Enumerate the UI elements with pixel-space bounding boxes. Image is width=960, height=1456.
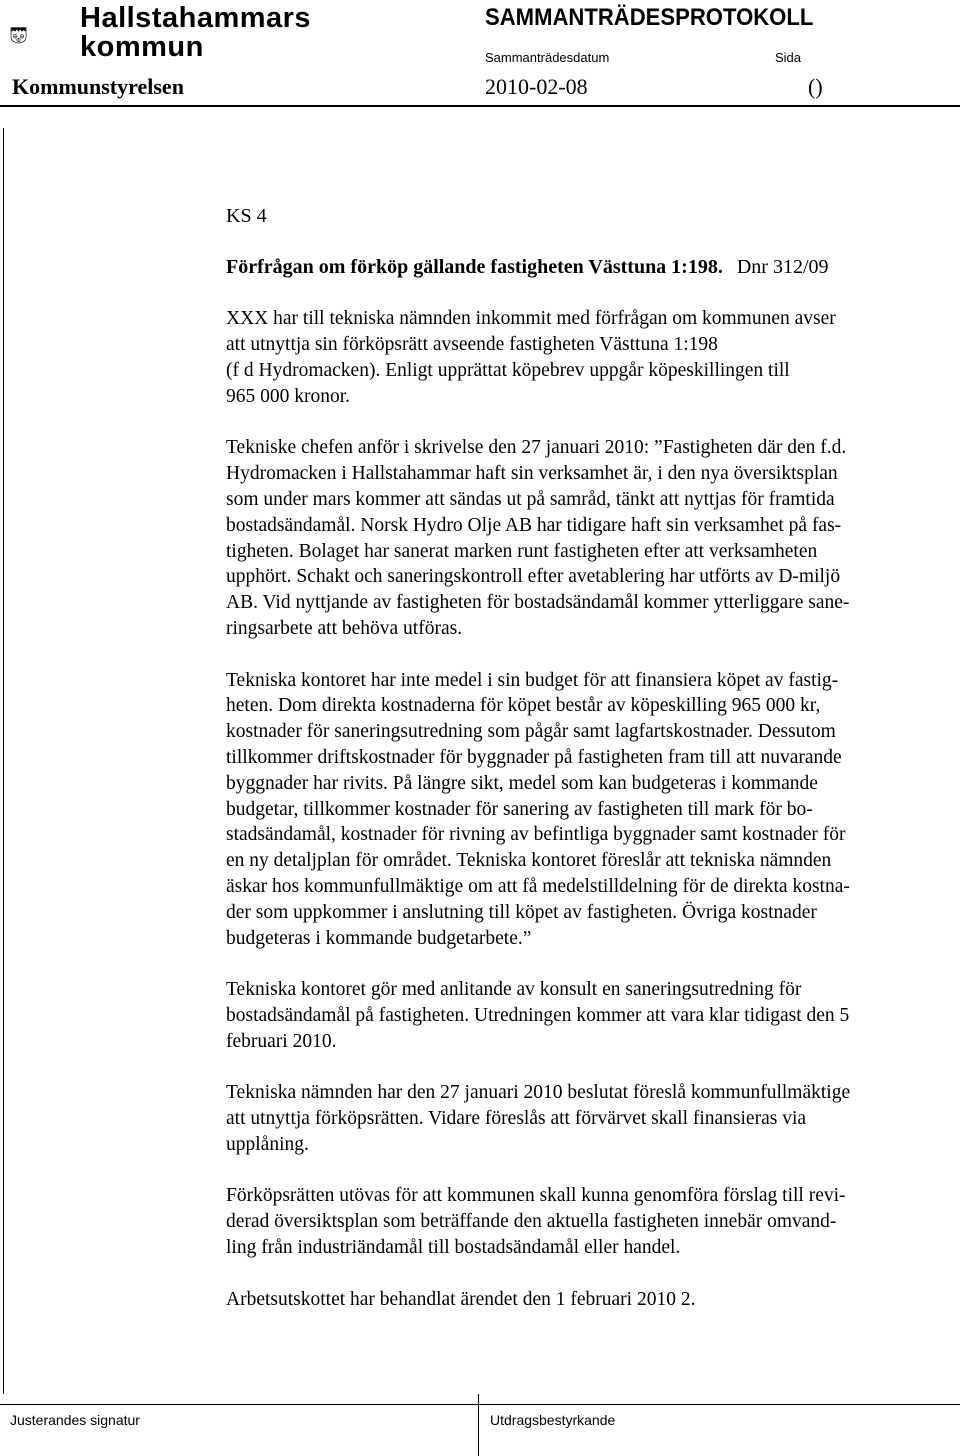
committee-name: Kommunstyrelsen [12, 74, 184, 99]
paragraph [226, 1287, 956, 1313]
text-line: AB. Vid nyttjande av fastigheten för bostadsändamål kommer ytterliggare sane- [226, 592, 850, 614]
text-line: byggnader har rivits. På längre sikt, medel som kan budgeteras i kommande [226, 772, 818, 794]
paragraph [226, 435, 956, 641]
text-line: ringsarbete att behöva utföras. [226, 617, 463, 639]
paragraph [226, 668, 956, 952]
text-line: som under mars kommer att sändas ut på samråd, tänkt att nyttjas för framtida [226, 488, 835, 510]
paragraph [226, 1080, 956, 1157]
text-line: äskar hos kommunfullmäktige om att få medelstilldelning för de direkta kostna- [226, 875, 850, 897]
text-line: Tekniska nämnden har den 27 januari 2010 beslutat föreslå kommunfullmäktige [226, 1082, 851, 1104]
text-line: Arbetsutskottet har behandlat ärendet den 1 februari 2010 2. [226, 1288, 696, 1310]
certification-label: Utdragsbestyrkande [490, 1412, 616, 1428]
case-paragraphs [226, 306, 956, 1312]
text-line: heten. Dom direkta kostnaderna för köpet består av köpeskilling 965 000 kr, [226, 695, 821, 717]
text-line: tillkommer driftskostnader för byggnader på fastigheten fram till att nuvarande [226, 746, 842, 768]
text-line: upplåning. [226, 1133, 309, 1155]
text-line: 965 000 kronor. [226, 385, 351, 407]
text-line: derad översiktsplan som beträffande den aktuella fastigheten innebär omvand- [226, 1211, 837, 1233]
case-title: Förfrågan om förköp gällande fastigheten Västtuna 1:198. [226, 255, 723, 278]
left-margin-rule [3, 128, 4, 1394]
text-line: bostadsändamål på fastigheten. Utredningen kommer att vara klar tidigast den 5 [226, 1004, 850, 1026]
text-line: budgeteras i kommande budgetarbete.” [226, 927, 532, 949]
page-label: Sida [775, 50, 802, 65]
logo-text-line-1: Hallstahammars [80, 2, 312, 34]
text-line: upphört. Schakt och saneringskontroll efter avetablering har utförts av D-miljö [226, 566, 841, 588]
text-line: Tekniske chefen anför i skrivelse den 27 januari 2010: ”Fastigheten där den f.d. [226, 437, 847, 459]
text-line: tigheten. Bolaget har sanerat marken runt fastigheten efter att verksamheten [226, 540, 818, 562]
case-number: KS 4 [226, 205, 267, 227]
text-line: XXX har till tekniska nämnden inkommit med förfrågan om kommunen avser [226, 308, 836, 330]
paragraph [226, 1183, 956, 1260]
coat-of-arms-icon [10, 2, 80, 68]
meeting-date-label: Sammanträdesdatum [485, 50, 610, 65]
paragraph [226, 977, 956, 1054]
logo-text-line-2: kommun [80, 31, 204, 63]
text-line: budgetar, tillkommer kostnader för sanering av fastigheten till mark för bo- [226, 798, 813, 820]
meeting-date: 2010-02-08 [485, 74, 588, 99]
text-line: Förköpsrätten utövas för att kommunen skall kunna genomföra förslag till revi- [226, 1185, 846, 1207]
document-type-title: SAMMANTRÄDESPROTOKOLL [485, 4, 814, 31]
paragraph [226, 306, 956, 409]
case-heading [226, 255, 956, 281]
protocol-body [226, 204, 956, 1312]
case-reference: Dnr 312/09 [736, 255, 829, 278]
text-line: att utnyttja sin förköpsrätt avseende fastigheten Västtuna 1:198 [226, 334, 718, 356]
text-line: der som uppkommer i anslutning till köpet av fastigheten. Övriga kostnader [226, 901, 817, 923]
signature-label: Justerandes signatur [10, 1412, 140, 1428]
text-line: kostnader för saneringsutredning som pågår samt lagfartskostnader. Dessutom [226, 721, 836, 743]
text-line: februari 2010. [226, 1030, 337, 1052]
page-number: () [808, 74, 823, 99]
text-line: att utnyttja förköpsrätten. Vidare föreslås att förvärvet skall finansieras via [226, 1108, 807, 1130]
text-line: stadsändamål, kostnader för rivning av befintliga byggnader samt kostnader för [226, 824, 846, 846]
text-line: Tekniska kontoret gör med anlitande av konsult en saneringsutredning för [226, 979, 802, 1001]
text-line: en ny detaljplan för området. Tekniska kontoret föreslår att tekniska nämnden [226, 850, 832, 872]
header-divider [0, 105, 960, 107]
footer-divider [0, 1404, 960, 1405]
text-line: bostadsändamål. Norsk Hydro Olje AB har tidigare haft sin verksamhet på fas- [226, 514, 842, 536]
footer-column-divider [478, 1394, 479, 1456]
text-line: Tekniska kontoret har inte medel i sin budget för att finansiera köpet av fastig- [226, 669, 839, 691]
text-line: ling från industriändamål till bostadsändamål eller handel. [226, 1237, 681, 1259]
text-line: Hydromacken i Hallstahammar haft sin verksamhet är, i den nya översiktsplan [226, 463, 838, 485]
text-line: (f d Hydromacken). Enligt upprättat köpebrev uppgår köpeskillingen till [226, 359, 790, 381]
